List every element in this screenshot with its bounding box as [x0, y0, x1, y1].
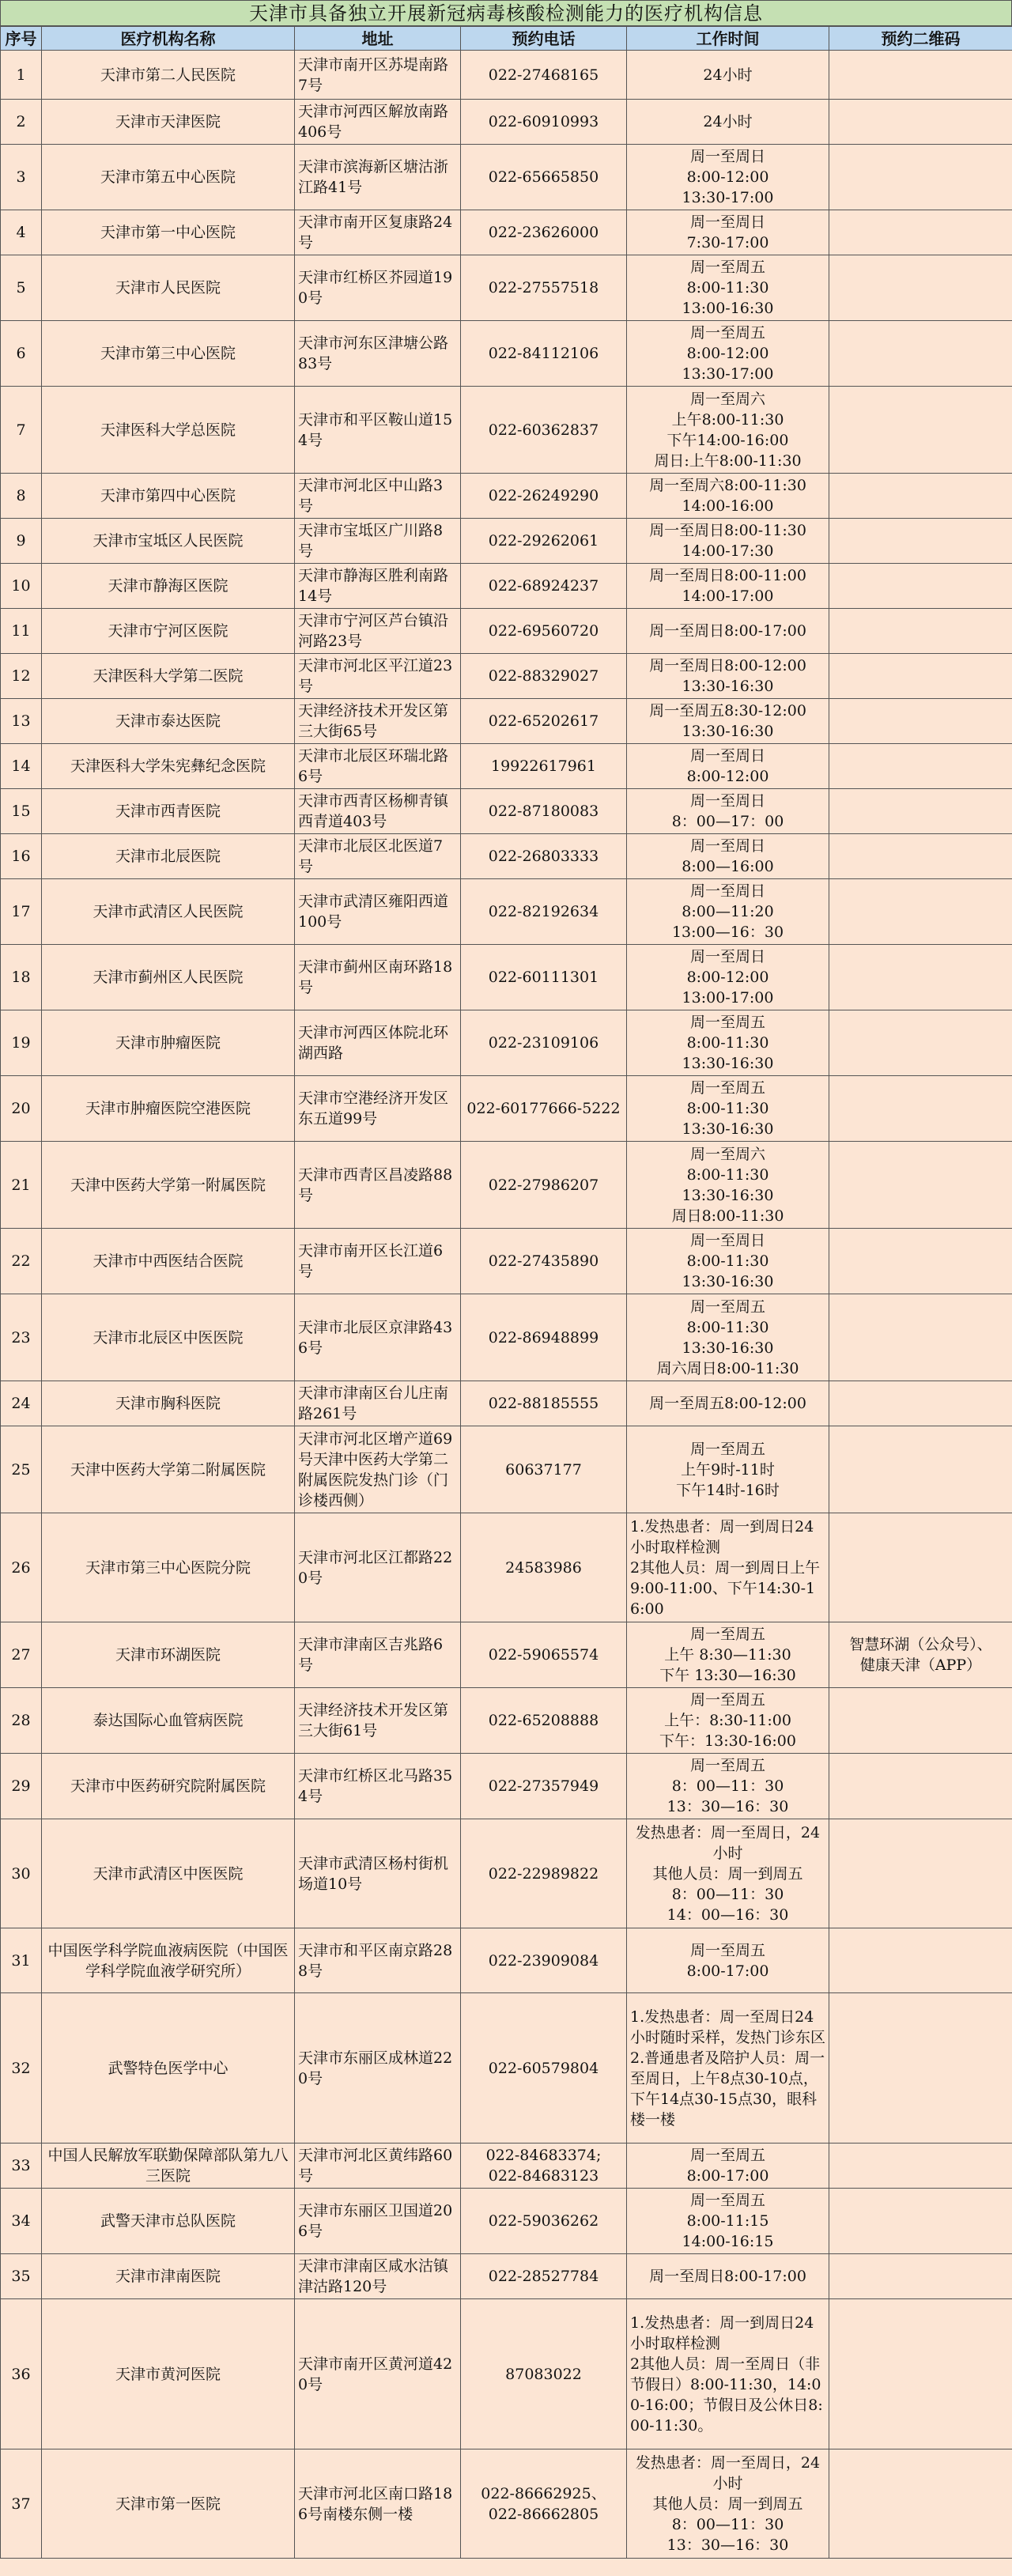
working-hours: 周一至周五 8:00-11:30 13:00-16:30: [627, 255, 829, 321]
row-number: 27: [1, 1622, 42, 1688]
hospital-name: 天津市第四中心医院: [42, 474, 295, 519]
working-hours: 周一至周日 7:30-17:00: [627, 210, 829, 255]
working-hours: 1.发热患者：周一至周日24小时随时采样，发热门诊东区 2.普通患者及陪护人员：周一至周日，上午8点30-10点，下午14点30-15点30，眼科楼一楼: [627, 1993, 829, 2144]
working-hours: 周一至周日 8：00—17：00: [627, 789, 829, 834]
hospital-address: 天津市河北区增产道69号天津中医药大学第二附属医院发热门诊（门诊楼西侧）: [295, 1426, 461, 1513]
working-hours: 发热患者：周一至周日，24小时 其他人员：周一到周五 8：00—11：30 14：00—16：30: [627, 1819, 829, 1928]
table-row: [1, 210, 1012, 255]
appointment-phone: 022-23626000: [461, 210, 627, 255]
appointment-phone: 022-65202617: [461, 699, 627, 744]
appointment-qrcode: [829, 945, 1012, 1010]
hospital-name: 天津市肿瘤医院空港医院: [42, 1076, 295, 1142]
table-row: [1, 744, 1012, 789]
row-number: 31: [1, 1928, 42, 1993]
appointment-qrcode: [829, 321, 1012, 387]
hospital-name: 天津市泰达医院: [42, 699, 295, 744]
hospital-name: 天津中医药大学第一附属医院: [42, 1142, 295, 1229]
hospital-address: 天津市武清区杨村街机场道10号: [295, 1819, 461, 1928]
appointment-qrcode: [829, 145, 1012, 210]
hospital-address: 天津市河北区中山路3号: [295, 474, 461, 519]
row-number: 7: [1, 387, 42, 474]
row-number: 9: [1, 519, 42, 564]
appointment-qrcode: [829, 255, 1012, 321]
hospital-table: [0, 26, 1012, 2559]
row-number: 4: [1, 210, 42, 255]
hospital-name: 天津市北辰区中医医院: [42, 1294, 295, 1381]
hospital-name: 天津市武清区中医医院: [42, 1819, 295, 1928]
appointment-phone: 022-60362837: [461, 387, 627, 474]
working-hours: 周一至周日8:00-11:00 14:00-17:00: [627, 564, 829, 609]
appointment-phone: 022-68924237: [461, 564, 627, 609]
appointment-phone: 022-84683374; 022-84683123: [461, 2144, 627, 2189]
table-row: [1, 2449, 1012, 2559]
hospital-address: 天津市蓟州区南环路18号: [295, 945, 461, 1010]
hospital-address: 天津市河北区平江道23号: [295, 654, 461, 699]
appointment-phone: 022-26803333: [461, 834, 627, 879]
hospital-address: 天津市武清区雍阳西道100号: [295, 879, 461, 945]
hospital-address: 天津市河西区体院北环湖西路: [295, 1010, 461, 1076]
hospital-address: 天津市宝坻区广川路8号: [295, 519, 461, 564]
appointment-phone: 022-60177666-5222: [461, 1076, 627, 1142]
appointment-qrcode: [829, 1142, 1012, 1229]
hospital-name: 武警天津市总队医院: [42, 2189, 295, 2254]
row-number: 29: [1, 1754, 42, 1819]
working-hours: 周一至周五 上午9时-11时 下午14时-16时: [627, 1426, 829, 1513]
hospital-name: 天津市第一中心医院: [42, 210, 295, 255]
appointment-phone: 022-22989822: [461, 1819, 627, 1928]
working-hours: 周一至周五8:30-12:00 13:30-16:30: [627, 699, 829, 744]
hospital-address: 天津市河北区黄纬路60号: [295, 2144, 461, 2189]
hospital-name: 天津市西青医院: [42, 789, 295, 834]
appointment-phone: 022-29262061: [461, 519, 627, 564]
table-row: [1, 609, 1012, 654]
appointment-phone: 022-88185555: [461, 1381, 627, 1426]
working-hours: 周一至周五 上午：8:30-11:00 下午：13:30-16:00: [627, 1688, 829, 1754]
table-row: [1, 51, 1012, 100]
working-hours: 周一至周五8:00-12:00: [627, 1381, 829, 1426]
hospital-name: 天津市静海区医院: [42, 564, 295, 609]
row-number: 10: [1, 564, 42, 609]
table-row: [1, 945, 1012, 1010]
appointment-qrcode: [829, 1928, 1012, 1993]
hospital-address: 天津市红桥区北马路354号: [295, 1754, 461, 1819]
appointment-phone: 022-59036262: [461, 2189, 627, 2254]
working-hours: 周一至周五 8:00-17:00: [627, 1928, 829, 1993]
working-hours: 周一至周日 8:00—16:00: [627, 834, 829, 879]
table-header-row: [1, 27, 1012, 51]
row-number: 33: [1, 2144, 42, 2189]
table-row: [1, 1819, 1012, 1928]
row-number: 37: [1, 2449, 42, 2559]
header-phone: 预约电话: [461, 27, 627, 51]
appointment-phone: 022-60910993: [461, 100, 627, 145]
appointment-qrcode: [829, 789, 1012, 834]
hospital-address: 天津市空港经济开发区东五道99号: [295, 1076, 461, 1142]
appointment-phone: 022-65208888: [461, 1688, 627, 1754]
appointment-phone: 022-27357949: [461, 1754, 627, 1819]
hospital-address: 天津市南开区长江道6号: [295, 1229, 461, 1294]
appointment-qrcode: [829, 1229, 1012, 1294]
working-hours: 周一至周日8:00-11:30 14:00-17:30: [627, 519, 829, 564]
hospital-name: 天津医科大学朱宪彝纪念医院: [42, 744, 295, 789]
hospital-address: 天津市北辰区环瑞北路6号: [295, 744, 461, 789]
table-row: [1, 564, 1012, 609]
row-number: 16: [1, 834, 42, 879]
appointment-phone: 022-65665850: [461, 145, 627, 210]
hospital-address: 天津经济技术开发区第三大街61号: [295, 1688, 461, 1754]
working-hours: 周一至周日8:00-17:00: [627, 2254, 829, 2299]
hospital-name: 天津市津南医院: [42, 2254, 295, 2299]
appointment-phone: 022-60579804: [461, 1993, 627, 2144]
hospital-address: 天津经济技术开发区第三大街65号: [295, 699, 461, 744]
table-row: [1, 1142, 1012, 1229]
appointment-qrcode: [829, 474, 1012, 519]
working-hours: 周一至周日 8:00—11:20 13:00—16：30: [627, 879, 829, 945]
hospital-name: 天津市第三中心医院: [42, 321, 295, 387]
appointment-qrcode: [829, 1381, 1012, 1426]
hospital-name: 天津市北辰医院: [42, 834, 295, 879]
appointment-phone: 022-86948899: [461, 1294, 627, 1381]
page-title: 天津市具备独立开展新冠病毒核酸检测能力的医疗机构信息: [0, 0, 1012, 26]
working-hours: 24小时: [627, 51, 829, 100]
hospital-name: 中国医学科学院血液病医院（中国医学科学院血液学研究所）: [42, 1928, 295, 1993]
hospital-name: 天津市中西医结合医院: [42, 1229, 295, 1294]
table-row: [1, 145, 1012, 210]
hospital-name: 天津市黄河医院: [42, 2299, 295, 2449]
working-hours: 周一至周五 8:00-11:30 13:30-16:30: [627, 1076, 829, 1142]
row-number: 23: [1, 1294, 42, 1381]
appointment-qrcode: [829, 879, 1012, 945]
appointment-qrcode: [829, 100, 1012, 145]
working-hours: 周一至周五 上午 8:30—11:30 下午 13:30—16:30: [627, 1622, 829, 1688]
hospital-name: 天津市宁河区医院: [42, 609, 295, 654]
appointment-phone: 022-26249290: [461, 474, 627, 519]
table-row: [1, 1622, 1012, 1688]
appointment-qrcode: [829, 1688, 1012, 1754]
hospital-address: 天津市津南区台儿庄南路261号: [295, 1381, 461, 1426]
working-hours: 周一至周五 8:00-11:30 13:30-16:30 周六周日8:00-11:30: [627, 1294, 829, 1381]
appointment-phone: 19922617961: [461, 744, 627, 789]
appointment-qrcode: 智慧环湖（公众号）、 健康天津（APP）: [829, 1622, 1012, 1688]
appointment-qrcode: [829, 2144, 1012, 2189]
table-row: [1, 2254, 1012, 2299]
hospital-name: 天津市天津医院: [42, 100, 295, 145]
appointment-qrcode: [829, 654, 1012, 699]
hospital-address: 天津市和平区鞍山道154号: [295, 387, 461, 474]
table-row: [1, 2299, 1012, 2449]
hospital-address: 天津市河北区南口路186号南楼东侧一楼: [295, 2449, 461, 2559]
row-number: 19: [1, 1010, 42, 1076]
header-name: 医疗机构名称: [42, 27, 295, 51]
hospital-name: 天津中医药大学第二附属医院: [42, 1426, 295, 1513]
table-row: [1, 834, 1012, 879]
table-row: [1, 789, 1012, 834]
row-number: 28: [1, 1688, 42, 1754]
appointment-phone: 24583986: [461, 1513, 627, 1622]
hospital-address: 天津市河东区津塘公路83号: [295, 321, 461, 387]
appointment-qrcode: [829, 609, 1012, 654]
row-number: 24: [1, 1381, 42, 1426]
hospital-name: 天津市第二人民医院: [42, 51, 295, 100]
working-hours: 发热患者：周一至周日，24小时 其他人员：周一到周五 8：00—11：30 13：30—16：30: [627, 2449, 829, 2559]
appointment-qrcode: [829, 1819, 1012, 1928]
hospital-name: 天津市第三中心医院分院: [42, 1513, 295, 1622]
row-number: 26: [1, 1513, 42, 1622]
hospital-address: 天津市河北区江都路220号: [295, 1513, 461, 1622]
table-row: [1, 1010, 1012, 1076]
appointment-qrcode: [829, 834, 1012, 879]
appointment-qrcode: [829, 1513, 1012, 1622]
hospital-name: 天津市环湖医院: [42, 1622, 295, 1688]
appointment-qrcode: [829, 519, 1012, 564]
hospital-name: 天津市中医药研究院附属医院: [42, 1754, 295, 1819]
appointment-qrcode: [829, 1010, 1012, 1076]
row-number: 1: [1, 51, 42, 100]
table-row: [1, 1076, 1012, 1142]
hospital-address: 天津市南开区苏堤南路7号: [295, 51, 461, 100]
appointment-phone: 022-59065574: [461, 1622, 627, 1688]
table-row: [1, 1928, 1012, 1993]
appointment-phone: 022-84112106: [461, 321, 627, 387]
appointment-qrcode: [829, 1993, 1012, 2144]
row-number: 25: [1, 1426, 42, 1513]
working-hours: 周一至周五 8:00-12:00 13:30-17:00: [627, 321, 829, 387]
hospital-address: 天津市南开区复康路24号: [295, 210, 461, 255]
appointment-qrcode: [829, 1426, 1012, 1513]
appointment-qrcode: [829, 699, 1012, 744]
working-hours: 1.发热患者：周一到周日24小时取样检测 2其他人员：周一至周日（非节假日）8:00-11:30，14:00-16:00；节假日及公休日8:00-11:30。: [627, 2299, 829, 2449]
row-number: 11: [1, 609, 42, 654]
hospital-address: 天津市东丽区成林道220号: [295, 1993, 461, 2144]
row-number: 3: [1, 145, 42, 210]
hospital-address: 天津市宁河区芦台镇沿河路23号: [295, 609, 461, 654]
table-row: [1, 1513, 1012, 1622]
row-number: 15: [1, 789, 42, 834]
row-number: 14: [1, 744, 42, 789]
appointment-qrcode: [829, 2449, 1012, 2559]
appointment-phone: 022-23109106: [461, 1010, 627, 1076]
hospital-address: 天津市津南区咸水沽镇津沽路120号: [295, 2254, 461, 2299]
row-number: 22: [1, 1229, 42, 1294]
hospital-address: 天津市滨海新区塘沽浙江路41号: [295, 145, 461, 210]
working-hours: 周一至周日8:00-12:00 13:30-16:30: [627, 654, 829, 699]
appointment-qrcode: [829, 210, 1012, 255]
working-hours: 周一至周日 8:00-12:00: [627, 744, 829, 789]
hospital-address: 天津市红桥区芥园道190号: [295, 255, 461, 321]
table-row: [1, 1294, 1012, 1381]
row-number: 17: [1, 879, 42, 945]
hospital-name: 中国人民解放军联勤保障部队第九八三医院: [42, 2144, 295, 2189]
appointment-phone: 022-82192634: [461, 879, 627, 945]
header-address: 地址: [295, 27, 461, 51]
hospital-name: 天津市肿瘤医院: [42, 1010, 295, 1076]
hospital-name: 天津市武清区人民医院: [42, 879, 295, 945]
working-hours: 周一至周日 8:00-12:00 13:00-17:00: [627, 945, 829, 1010]
appointment-phone: 022-86662925、 022-86662805: [461, 2449, 627, 2559]
row-number: 12: [1, 654, 42, 699]
row-number: 35: [1, 2254, 42, 2299]
working-hours: 24小时: [627, 100, 829, 145]
appointment-qrcode: [829, 564, 1012, 609]
hospital-address: 天津市河西区解放南路406号: [295, 100, 461, 145]
hospital-address: 天津市北辰区京津路436号: [295, 1294, 461, 1381]
hospital-address: 天津市津南区吉兆路6号: [295, 1622, 461, 1688]
row-number: 20: [1, 1076, 42, 1142]
working-hours: 1.发热患者：周一到周日24小时取样检测 2其他人员：周一到周日上午9:00-11:00、下午14:30-16:00: [627, 1513, 829, 1622]
hospital-name: 天津市宝坻区人民医院: [42, 519, 295, 564]
hospital-address: 天津市西青区杨柳青镇西青道403号: [295, 789, 461, 834]
appointment-phone: 022-27468165: [461, 51, 627, 100]
appointment-phone: 022-23909084: [461, 1928, 627, 1993]
row-number: 2: [1, 100, 42, 145]
appointment-phone: 022-69560720: [461, 609, 627, 654]
working-hours: 周一至周六 8:00-11:30 13:30-16:30 周日8:00-11:30: [627, 1142, 829, 1229]
row-number: 30: [1, 1819, 42, 1928]
hospital-address: 天津市和平区南京路288号: [295, 1928, 461, 1993]
table-row: [1, 255, 1012, 321]
hospital-name: 天津市蓟州区人民医院: [42, 945, 295, 1010]
table-row: [1, 519, 1012, 564]
row-number: 5: [1, 255, 42, 321]
hospital-address: 天津市静海区胜利南路14号: [295, 564, 461, 609]
working-hours: 周一至周六8:00-11:30 14:00-16:00: [627, 474, 829, 519]
table-row: [1, 654, 1012, 699]
working-hours: 周一至周六 上午8:00-11:30 下午14:00-16:00 周日:上午8:00-11:30: [627, 387, 829, 474]
appointment-phone: 022-60111301: [461, 945, 627, 1010]
appointment-phone: 022-28527784: [461, 2254, 627, 2299]
table-row: [1, 1688, 1012, 1754]
header-hours: 工作时间: [627, 27, 829, 51]
hospital-name: 天津市第一医院: [42, 2449, 295, 2559]
table-row: [1, 2189, 1012, 2254]
row-number: 21: [1, 1142, 42, 1229]
row-number: 6: [1, 321, 42, 387]
appointment-qrcode: [829, 744, 1012, 789]
header-qrcode: 预约二维码: [829, 27, 1012, 51]
appointment-qrcode: [829, 1076, 1012, 1142]
appointment-qrcode: [829, 2254, 1012, 2299]
header-no: 序号: [1, 27, 42, 51]
row-number: 8: [1, 474, 42, 519]
table-row: [1, 1754, 1012, 1819]
table-row: [1, 387, 1012, 474]
row-number: 32: [1, 1993, 42, 2144]
row-number: 13: [1, 699, 42, 744]
table-row: [1, 474, 1012, 519]
table-row: [1, 2144, 1012, 2189]
appointment-phone: 87083022: [461, 2299, 627, 2449]
appointment-phone: 022-27557518: [461, 255, 627, 321]
appointment-phone: 022-27435890: [461, 1229, 627, 1294]
working-hours: 周一至周五 8:00-17:00: [627, 2144, 829, 2189]
table-row: [1, 1993, 1012, 2144]
table-row: [1, 879, 1012, 945]
hospital-name: 天津医科大学第二医院: [42, 654, 295, 699]
working-hours: 周一至周五 8:00-11:30 13:30-16:30: [627, 1010, 829, 1076]
appointment-qrcode: [829, 1294, 1012, 1381]
appointment-phone: 022-27986207: [461, 1142, 627, 1229]
hospital-name: 天津医科大学总医院: [42, 387, 295, 474]
row-number: 36: [1, 2299, 42, 2449]
appointment-qrcode: [829, 387, 1012, 474]
appointment-phone: 60637177: [461, 1426, 627, 1513]
appointment-phone: 022-87180083: [461, 789, 627, 834]
table-row: [1, 1426, 1012, 1513]
hospital-name: 泰达国际心血管病医院: [42, 1688, 295, 1754]
working-hours: 周一至周日 8:00-11:30 13:30-16:30: [627, 1229, 829, 1294]
appointment-qrcode: [829, 2299, 1012, 2449]
working-hours: 周一至周五 8:00-11:15 14:00-16:15: [627, 2189, 829, 2254]
table-row: [1, 321, 1012, 387]
appointment-qrcode: [829, 51, 1012, 100]
hospital-address: 天津市西青区昌凌路88号: [295, 1142, 461, 1229]
hospital-name: 天津市胸科医院: [42, 1381, 295, 1426]
hospital-address: 天津市北辰区北医道7号: [295, 834, 461, 879]
hospital-name: 天津市人民医院: [42, 255, 295, 321]
appointment-qrcode: [829, 2189, 1012, 2254]
row-number: 34: [1, 2189, 42, 2254]
hospital-name: 天津市第五中心医院: [42, 145, 295, 210]
working-hours: 周一至周日 8:00-12:00 13:30-17:00: [627, 145, 829, 210]
working-hours: 周一至周五 8：00—11：30 13：30—16：30: [627, 1754, 829, 1819]
appointment-phone: 022-88329027: [461, 654, 627, 699]
table-row: [1, 699, 1012, 744]
table-row: [1, 1381, 1012, 1426]
hospital-name: 武警特色医学中心: [42, 1993, 295, 2144]
appointment-qrcode: [829, 1754, 1012, 1819]
row-number: 18: [1, 945, 42, 1010]
table-row: [1, 100, 1012, 145]
hospital-address: 天津市南开区黄河道420号: [295, 2299, 461, 2449]
working-hours: 周一至周日8:00-17:00: [627, 609, 829, 654]
hospital-address: 天津市东丽区卫国道206号: [295, 2189, 461, 2254]
table-row: [1, 1229, 1012, 1294]
